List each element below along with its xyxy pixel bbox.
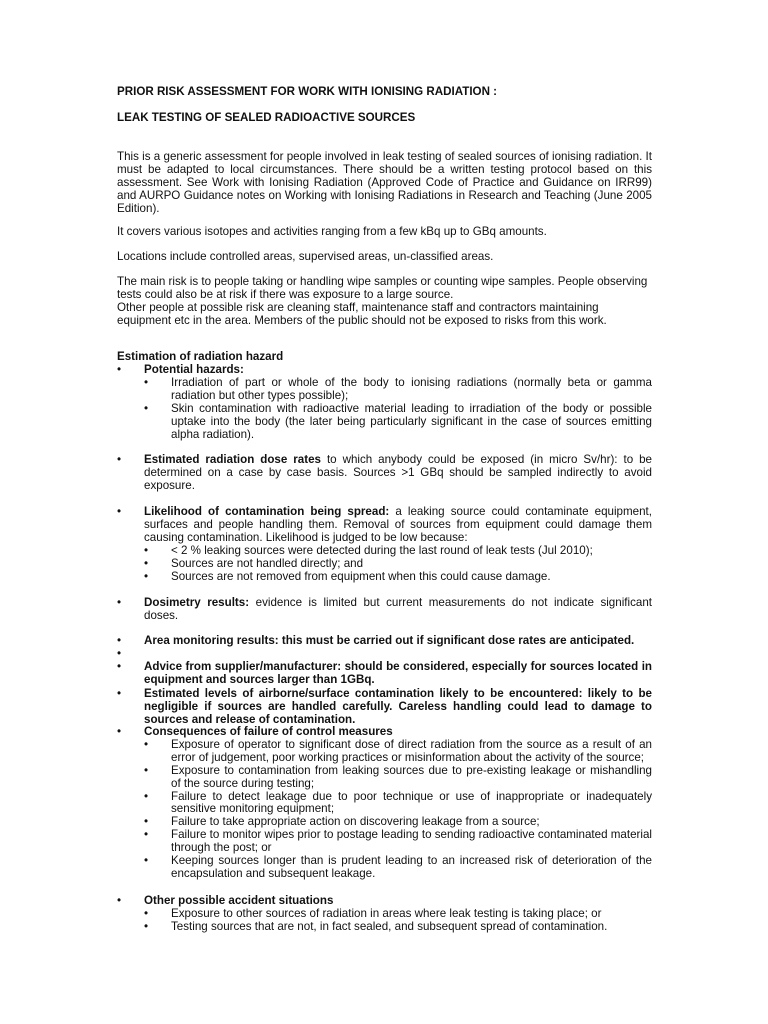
bullet-icon: •	[144, 789, 149, 803]
list-item-potential-hazards	[117, 364, 652, 441]
accident-text: Testing sources that are not, in fact sealed, and subsequent spread of contamination.	[171, 919, 608, 933]
sub-item	[144, 908, 652, 921]
sub-item	[144, 377, 652, 403]
consequence-text: Failure to monitor wipes prior to postage leading to sending radioactive contaminated material through the post; or	[171, 828, 652, 855]
hazard-text: Skin contamination with radioactive material leading to irradiation of the body or possible uptake into the body (the later being particularly significant in the case of sources emitting alpha radiation).	[171, 401, 652, 441]
consequences-label: Consequences of failure of control measures	[144, 725, 393, 738]
locations-paragraph: Locations include controlled areas, supervised areas, un-classified areas.	[117, 250, 494, 263]
bullet-icon: •	[117, 660, 122, 673]
list-item-dose-rates	[117, 454, 652, 493]
bullet-icon: •	[117, 505, 122, 518]
bullet-icon: •	[144, 815, 149, 829]
bullet-icon: •	[144, 737, 149, 751]
airborne-text: Estimated levels of airborne/surface contamination likely to be encountered: likely to be negligible if sources are handled carefully. Careless handling could lead to damage to sources and release of contamination.	[144, 687, 652, 726]
list-item-dosimetry	[117, 597, 652, 623]
bullet-icon: •	[144, 906, 149, 920]
sub-item	[144, 403, 652, 442]
bullet-icon: •	[144, 828, 149, 842]
advice-text: Advice from supplier/manufacturer: should be considered, especially for sources located in equipment and sources larger than 1GBq.	[144, 660, 652, 686]
bullet-icon: •	[117, 634, 122, 647]
reason-text: Sources are not handled directly; and	[171, 556, 364, 570]
estimation-heading: Estimation of radiation hazard	[117, 350, 284, 363]
document-title: PRIOR RISK ASSESSMENT FOR WORK WITH IONISING RADIATION :	[117, 85, 498, 98]
bullet-icon: •	[117, 363, 122, 376]
bullet-icon: •	[117, 894, 122, 907]
bullet-icon: •	[144, 543, 149, 557]
bullet-icon: •	[144, 375, 149, 389]
hazard-text: Irradiation of part or whole of the body to ionising radiations (normally beta or gamma radiation but other types possible);	[171, 375, 652, 402]
document-subtitle: LEAK TESTING OF SEALED RADIOACTIVE SOURCES	[117, 111, 416, 124]
bullet-icon: •	[144, 763, 149, 777]
sub-item	[144, 829, 652, 855]
consequence-text: Failure to take appropriate action on discovering leakage from a source;	[171, 815, 540, 829]
area-monitoring-text: Area monitoring results: this must be carried out if significant dose rates are anticipated.	[144, 634, 635, 647]
sub-item	[144, 765, 652, 791]
bullet-icon: •	[117, 453, 122, 466]
sub-item	[144, 921, 652, 934]
dosimetry-label: Dosimetry results:	[144, 596, 250, 609]
list-item-consequences	[117, 726, 652, 881]
sub-item	[144, 855, 652, 881]
dose-rates-text: to which anybody could be exposed (in micro Sv/hr): to be determined on a case by case basis. Sources >1 GBq should be sampled indirectly to avoid exposure.	[144, 453, 652, 492]
bullet-icon: •	[117, 725, 122, 738]
sub-item	[144, 545, 652, 558]
contamination-label: Likelihood of contamination being spread:	[144, 505, 390, 518]
bullet-icon: •	[117, 647, 122, 660]
list-item-other-accidents	[117, 895, 652, 934]
bullet-icon: •	[144, 569, 149, 583]
dose-rates-label: Estimated radiation dose rates	[144, 453, 321, 466]
bullet-icon: •	[117, 596, 122, 609]
list-item-advice	[117, 661, 652, 687]
bullet-icon: •	[144, 919, 149, 933]
bullet-icon: •	[144, 854, 149, 868]
isotopes-paragraph: It covers various isotopes and activities ranging from a few kBq up to GBq amounts.	[117, 225, 547, 238]
sub-item	[144, 791, 652, 817]
other-accidents-label: Other possible accident situations	[144, 894, 334, 907]
consequence-text: Keeping sources longer than is prudent leading to an increased risk of deterioration of the encapsulation and subsequent leakage.	[171, 854, 652, 880]
dosimetry-text: evidence is limited but current measurements do not indicate significant doses.	[144, 596, 652, 622]
consequence-text: Failure to detect leakage due to poor technique or use of inappropriate or inadequately sensitive monitoring equipment;	[171, 789, 652, 816]
consequence-text: Exposure to contamination from leaking sources due to pre-existing leakage or mishandling of the source during testing;	[171, 763, 652, 790]
list-item-airborne	[117, 688, 652, 727]
potential-hazards-label: Potential hazards:	[144, 363, 244, 376]
bullet-icon: •	[144, 401, 149, 415]
consequence-text: Exposure of operator to significant dose of direct radiation from the source as a result of an error of judgement, poor working practices or misinformation about the activity of the source;	[171, 737, 652, 764]
sub-item	[144, 739, 652, 765]
reason-text: Sources are not removed from equipment when this could cause damage.	[171, 569, 551, 583]
reason-text: < 2 % leaking sources were detected during the last round of leak tests (Jul 2010);	[171, 543, 593, 557]
accident-text: Exposure to other sources of radiation in areas where leak testing is taking place; or	[171, 906, 602, 920]
bullet-icon: •	[144, 556, 149, 570]
bullet-icon: •	[117, 687, 122, 700]
contamination-text: a leaking source could contaminate equipment, surfaces and people handling them. Removal of sources from equipment could damage them causing contamination. Likelihood is judged to be low because:	[144, 505, 652, 544]
list-item-area-monitoring	[117, 635, 652, 648]
sub-item	[144, 571, 652, 584]
main-risk-paragraph: The main risk is to people taking or handling wipe samples or counting wipe samples. People observing tests could also be at risk if there was exposure to a large source.	[117, 275, 648, 301]
intro-paragraph: This is a generic assessment for people involved in leak testing of sealed sources of ionising radiation. It must be adapted to local circumstances. There should be a written testing protocol based on this assessment. See Work with Ionising Radiation (Approved Code of Practice and Guidance on IRR99) and AURPO Guidance notes on Working with Ionising Radiations in Research and Teaching (June 2005 Edition).	[117, 150, 652, 215]
list-item-contamination	[117, 506, 652, 583]
sub-item	[144, 558, 652, 571]
other-risk-paragraph: Other people at possible risk are cleaning staff, maintenance staff and contractors maintaining equipment etc in the area. Members of the public should not be exposed to risks from this work.	[117, 301, 607, 327]
